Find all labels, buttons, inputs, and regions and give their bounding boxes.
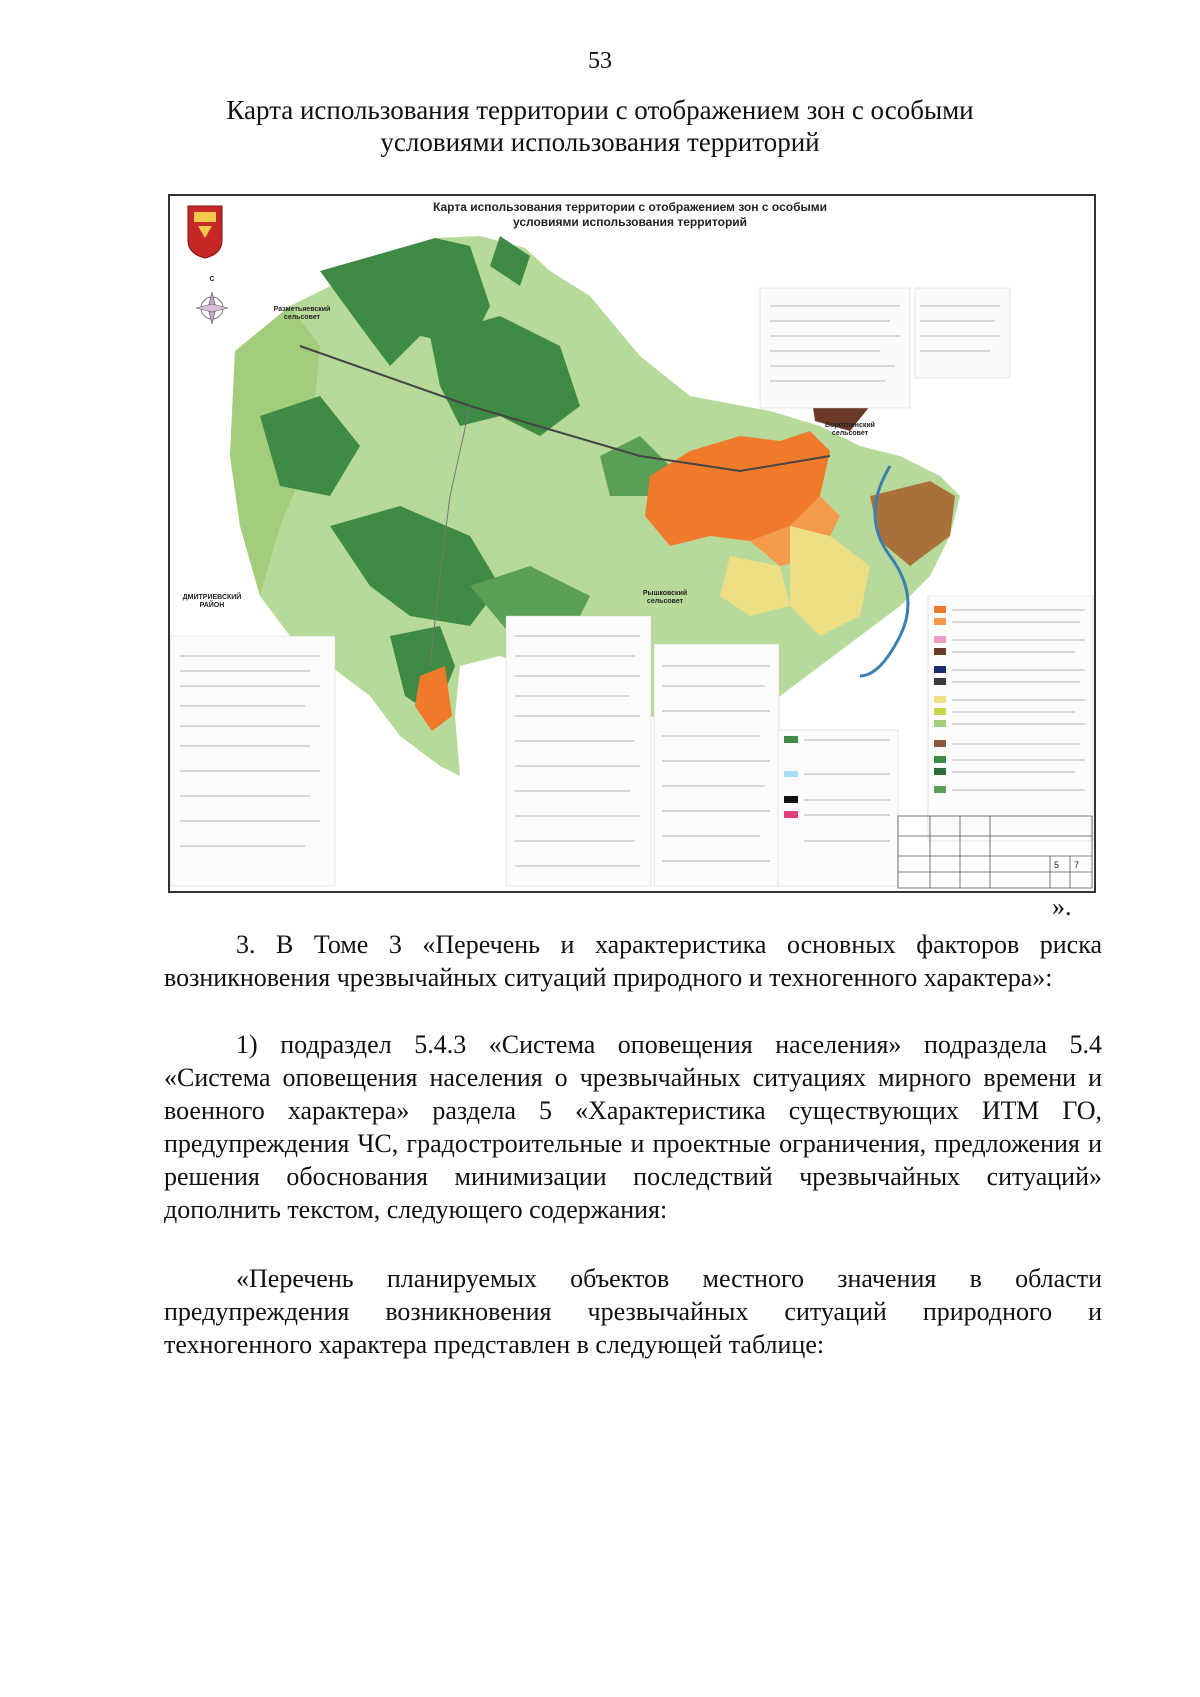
page-title: Карта использования территории с отображением зон с особыми условиями использования территорий xyxy=(226,95,974,157)
map-graphic xyxy=(170,196,1094,891)
quote-close: ». xyxy=(1052,892,1072,921)
svg-text:5: 5 xyxy=(1054,860,1060,870)
paragraph-subsection: 1) подраздел 5.4.3 «Система оповещения населения» подраздела 5.4 «Система оповещения населения о чрезвычайных ситуациях мирного времени и военного характера» раздела 5 «Характеристика существующих ИТМ ГО, предупреждения ЧС, градостроительные и проектные ограничения, предложения и решения обоснования минимизации последствий чрезвычайных ситуаций» дополнить текстом, следующего содержания: xyxy=(164,1030,1102,1224)
map-label-vorotnyevsky: Воротнинский сельсовет xyxy=(825,422,875,437)
svg-text:7: 7 xyxy=(1074,860,1080,870)
compass-north-label: С xyxy=(209,276,215,283)
map-label-dmitrievsky: ДМИТРИЕВСКИЙ РАЙОН xyxy=(182,594,242,609)
compass-icon xyxy=(196,292,228,324)
map-title: Карта использования территории с отображением зон с особыми условиями использования территорий xyxy=(433,200,827,229)
territory-map xyxy=(168,194,1096,893)
map-label-rykovsky: Рышковский сельсовет xyxy=(642,590,688,605)
page-number: 53 xyxy=(588,48,612,74)
map-label-razmyshlyaevsky: Разметьяевский сельсовет xyxy=(273,306,331,321)
coat-of-arms-icon xyxy=(188,206,222,258)
paragraph-volume-3: 3. В Томе 3 «Перечень и характеристика основных факторов риска возникновения чрезвычайных ситуаций природного и техногенного характера»: xyxy=(164,930,1102,992)
paragraph-list-intro: «Перечень планируемых объектов местного значения в области предупреждения возникновения чрезвычайных ситуаций природного и техногенного характера представлен в следующей таблице: xyxy=(164,1264,1102,1359)
